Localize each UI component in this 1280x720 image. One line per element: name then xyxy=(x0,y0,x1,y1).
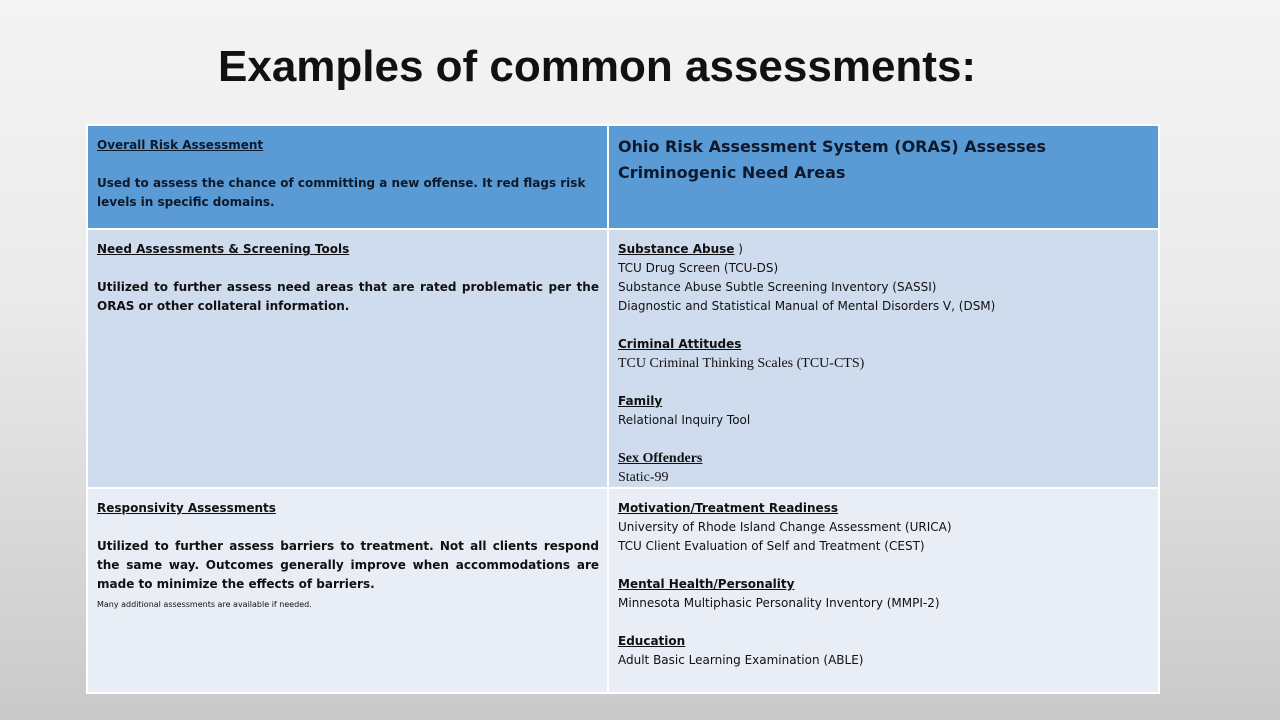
list-item: Substance Abuse Subtle Screening Inventory (SASSI) xyxy=(618,280,937,294)
list-item: TCU Criminal Thinking Scales (TCU-CTS) xyxy=(618,356,865,371)
list-item: Relational Inquiry Tool xyxy=(618,413,751,427)
mental-health-heading: Mental Health/Personality xyxy=(618,577,795,591)
list-item: Diagnostic and Statistical Manual of Mental Disorders V, (DSM) xyxy=(618,299,996,313)
oras-description: Ohio Risk Assessment System (ORAS) Assesses Criminogenic Need Areas xyxy=(618,137,1046,182)
list-item: Minnesota Multiphasic Personality Inventory (MMPI-2) xyxy=(618,596,940,610)
list-item: TCU Drug Screen (TCU-DS) xyxy=(618,261,779,275)
substance-abuse-heading xyxy=(618,236,1150,259)
responsivity-cell xyxy=(87,488,608,693)
oras-cell xyxy=(608,125,1159,229)
page-title: Examples of common assessments: xyxy=(218,42,977,91)
assessments-table xyxy=(86,124,1160,694)
table-row-overall-risk xyxy=(87,125,1159,229)
need-tools-cell xyxy=(608,229,1159,488)
substance-abuse-suffix: ) xyxy=(734,242,743,256)
criminal-attitudes-heading: Criminal Attitudes xyxy=(618,337,742,351)
sex-offenders-heading: Sex Offenders xyxy=(618,451,703,466)
overall-risk-cell xyxy=(87,125,608,229)
need-assessments-description: Utilized to further assess need areas that are rated problematic per the ORAS or other collateral information. xyxy=(97,280,599,313)
list-item: Adult Basic Learning Examination (ABLE) xyxy=(618,653,864,667)
responsivity-description: Utilized to further assess barriers to treatment. Not all clients respond the same way. Outcomes generally improve when accommodations are made to minimize the effects of barriers. xyxy=(97,539,599,591)
family-heading: Family xyxy=(618,394,663,408)
overall-risk-description: Used to assess the chance of committing a new offense. It red flags risk levels in specific domains. xyxy=(97,176,586,209)
motivation-heading: Motivation/Treatment Readiness xyxy=(618,501,838,515)
table-row-responsivity xyxy=(87,488,1159,693)
additional-assessments-note: Many additional assessments are available if needed. xyxy=(97,600,312,609)
substance-abuse-label: Substance Abuse xyxy=(618,242,735,256)
responsivity-heading: Responsivity Assessments xyxy=(97,501,276,515)
list-item: University of Rhode Island Change Assessment (URICA) xyxy=(618,520,952,534)
responsivity-tools-cell xyxy=(608,488,1159,693)
need-assessments-heading: Need Assessments & Screening Tools xyxy=(97,242,350,256)
need-assessments-cell xyxy=(87,229,608,488)
list-item: TCU Client Evaluation of Self and Treatment (CEST) xyxy=(618,539,925,553)
table-row-need-assessments xyxy=(87,229,1159,488)
list-item: Static-99 xyxy=(618,470,669,485)
overall-risk-heading: Overall Risk Assessment xyxy=(97,138,264,152)
education-heading: Education xyxy=(618,634,686,648)
